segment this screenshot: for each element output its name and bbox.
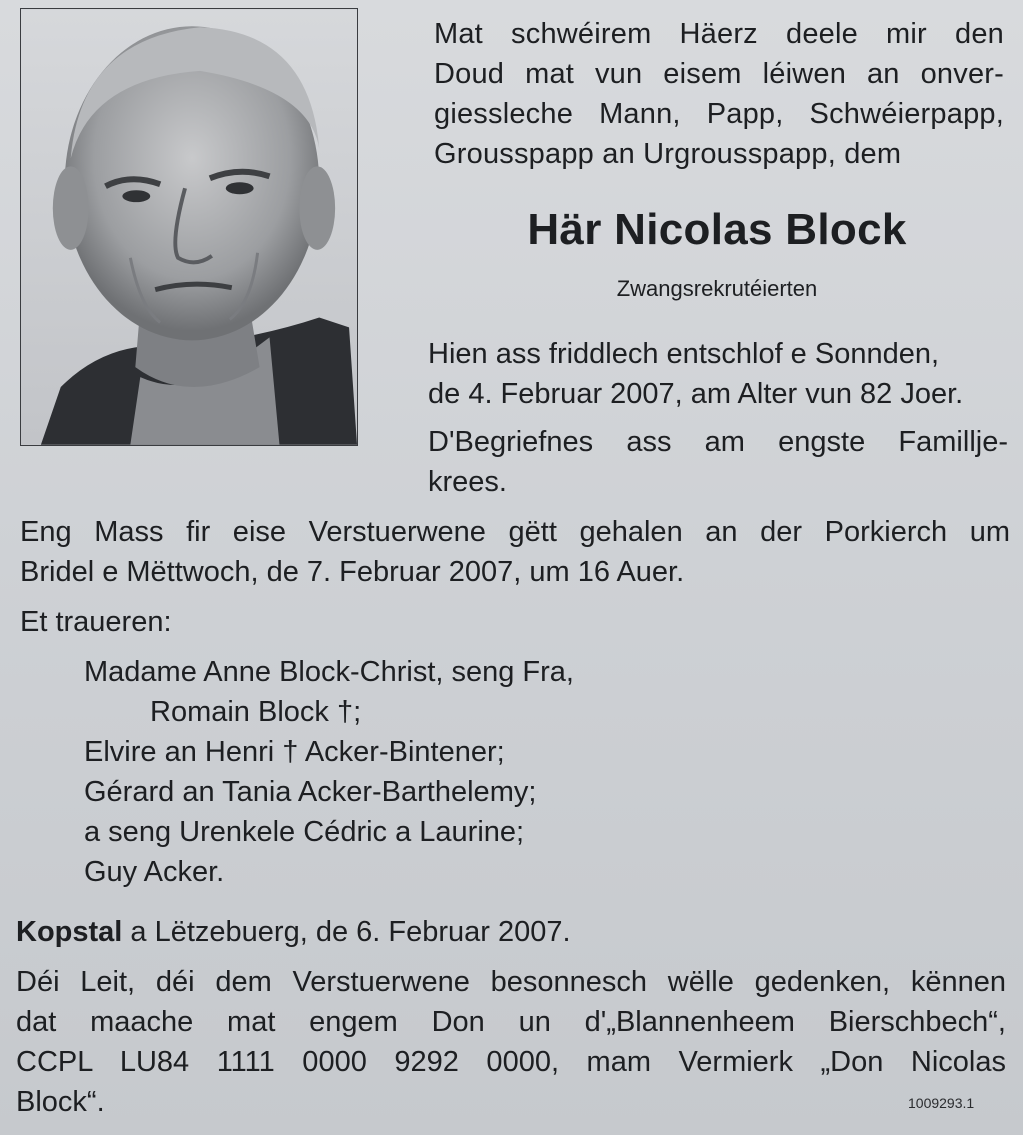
- donation-line: dat maache mat engem Don un d'„Blannenheem Bierschbech“,: [16, 1006, 1006, 1038]
- mourner-item: Elvire an Henri † Acker-Bintener;: [84, 736, 505, 768]
- mourner-item: Romain Block †;: [150, 696, 362, 728]
- place-date: [16, 912, 571, 952]
- mourner-item: Gérard an Tania Acker-Barthelemy;: [84, 776, 537, 808]
- mass-paragraph: [20, 512, 1010, 592]
- place-name: Kopstal: [16, 916, 123, 948]
- intro-line: giessleche Mann, Papp, Schwéierpapp,: [434, 98, 1004, 130]
- death-paragraph: [428, 334, 1008, 414]
- donation-line: Block“.: [16, 1086, 105, 1118]
- mourner-item: Madame Anne Block-Christ, seng Fra,: [84, 656, 574, 688]
- mourner-item: a seng Urenkele Cédric a Laurine;: [84, 816, 525, 848]
- place-date-text: a Lëtzebuerg, de 6. Februar 2007.: [122, 916, 571, 948]
- deceased-subtitle: Zwangsrekrutéierten: [616, 276, 818, 301]
- death-line: de 4. Februar 2007, am Alter vun 82 Joer.: [428, 378, 964, 410]
- reference-number: 1009293.1: [908, 1095, 975, 1111]
- intro-paragraph: [434, 14, 1004, 174]
- deceased-name: Här Nicolas Block: [527, 205, 907, 254]
- intro-line: Grousspapp an Urgrousspapp, dem: [434, 138, 902, 170]
- donation-line: Déi Leit, déi dem Verstuerwene besonnesch wëlle gedenken, kënnen: [16, 966, 1006, 998]
- burial-paragraph: [428, 422, 1008, 502]
- burial-line: krees.: [428, 466, 507, 498]
- donation-line: CCPL LU84 1111 0000 9292 0000, mam Vermierk „Don Nicolas: [16, 1046, 1006, 1078]
- mourners-list: [84, 652, 574, 892]
- mass-line: Eng Mass fir eise Verstuerwene gëtt gehalen an der Porkierch um: [20, 516, 1010, 548]
- death-line: Hien ass friddlech entschlof e Sonnden,: [428, 338, 940, 370]
- burial-line: D'Begriefnes ass am engste Famillje-: [428, 426, 1008, 458]
- portrait-photo: [20, 8, 358, 446]
- mourners-heading: Et traueren:: [20, 606, 172, 638]
- intro-line: Mat schwéirem Häerz deele mir den: [434, 18, 1004, 50]
- mourner-item: Guy Acker.: [84, 856, 225, 888]
- donation-paragraph: [16, 962, 1006, 1122]
- mass-line: Bridel e Mëttwoch, de 7. Februar 2007, um 16 Auer.: [20, 556, 685, 588]
- intro-line: Doud mat vun eisem léiwen an onver-: [434, 58, 1004, 90]
